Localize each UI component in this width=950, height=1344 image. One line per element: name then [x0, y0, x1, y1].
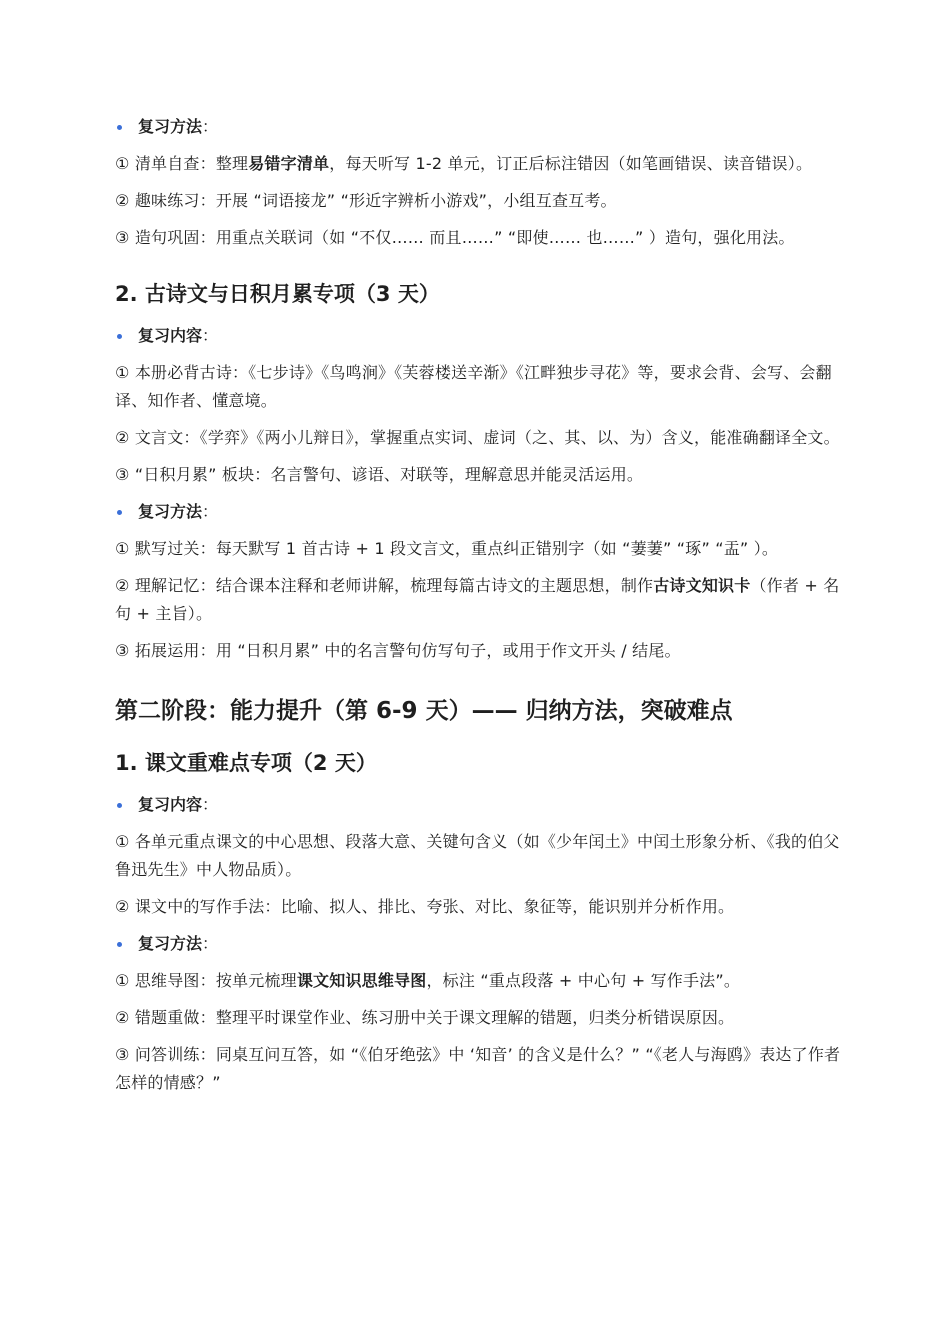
method-item: ② 错题重做：整理平时课堂作业、练习册中关于课文理解的错题，归类分析错误原因。: [115, 1008, 735, 1027]
method-item: ③ 造句巩固：用重点关联词（如 “不仅…… 而且……” “即使…… 也……” ）造句，强化用法。: [115, 228, 795, 247]
method-item: ③ 问答训练：同桌互问互答，如 “《伯牙绝弦》中 ‘知音’ 的含义是什么？” “《老人与海鸥》表达了作者怎样的情感？”: [115, 1045, 841, 1092]
bullet-colon: ：: [202, 326, 219, 345]
content-item: ② 课文中的写作手法：比喻、拟人、排比、夸张、对比、象征等，能识别并分析作用。: [115, 897, 735, 916]
bullet-dot-icon: [117, 942, 122, 947]
content-item: ① 本册必背古诗：《七步诗》《鸟鸣涧》《芙蓉楼送辛渐》《江畔独步寻花》等，要求会背、会写、会翻译、知作者、懂意境。: [115, 363, 832, 410]
bullet-dot-icon: [117, 803, 122, 808]
content-bullet: [115, 322, 845, 350]
document-content: [115, 113, 845, 1097]
stage-title: 第二阶段：能力提升（第 6-9 天）—— 归纳方法，突破难点: [115, 698, 733, 724]
method-bullet: [115, 113, 845, 141]
method-bullet: [115, 498, 845, 526]
bullet-label: 复习方法: [138, 502, 203, 521]
bullet-colon: ：: [202, 795, 219, 814]
method-item: ③ 拓展运用：用 “日积月累” 中的名言警句仿写句子，或用于作文开头 / 结尾。: [115, 641, 681, 660]
method-item: ① 思维导图：按单元梳理课文知识思维导图，标注 “重点段落 + 中心句 + 写作手法”。: [115, 971, 741, 990]
bullet-label: 复习内容: [138, 326, 203, 345]
section-title: 1. 课文重难点专项（2 天）: [115, 751, 377, 775]
bullet-dot-icon: [117, 334, 122, 339]
bullet-dot-icon: [117, 510, 122, 515]
bullet-label: 复习内容: [138, 795, 203, 814]
section-title: 2. 古诗文与日积月累专项（3 天）: [115, 282, 440, 306]
bullet-dot-icon: [117, 125, 122, 130]
bullet-label: 复习方法: [138, 934, 203, 953]
bullet-label: 复习方法: [138, 117, 203, 136]
method-bullet: [115, 930, 845, 958]
method-item: ① 默写过关：每天默写 1 首古诗 + 1 段文言文，重点纠正错别字（如 “萋萋” “琢” “盂” ）。: [115, 539, 779, 558]
content-item: ③ “日积月累” 板块：名言警句、谚语、对联等，理解意思并能灵活运用。: [115, 465, 644, 484]
bullet-colon: ：: [202, 502, 219, 521]
content-item: ① 各单元重点课文的中心思想、段落大意、关键句含义（如《少年闰土》中闰土形象分析、《我的伯父鲁迅先生》中人物品质）。: [115, 832, 840, 879]
content-bullet: [115, 791, 845, 819]
content-item: ② 文言文：《学弈》《两小儿辩日》，掌握重点实词、虚词（之、其、以、为）含义，能准确翻译全文。: [115, 428, 840, 447]
method-item: ② 趣味练习：开展 “词语接龙” “形近字辨析小游戏”，小组互查互考。: [115, 191, 617, 210]
method-item: ② 理解记忆：结合课本注释和老师讲解，梳理每篇古诗文的主题思想，制作古诗文知识卡（作者 + 名句 + 主旨）。: [115, 576, 840, 623]
bullet-colon: ：: [202, 934, 219, 953]
method-item: ① 清单自查：整理易错字清单，每天听写 1-2 单元，订正后标注错因（如笔画错误、读音错误）。: [115, 154, 813, 173]
bullet-colon: ：: [202, 117, 219, 136]
